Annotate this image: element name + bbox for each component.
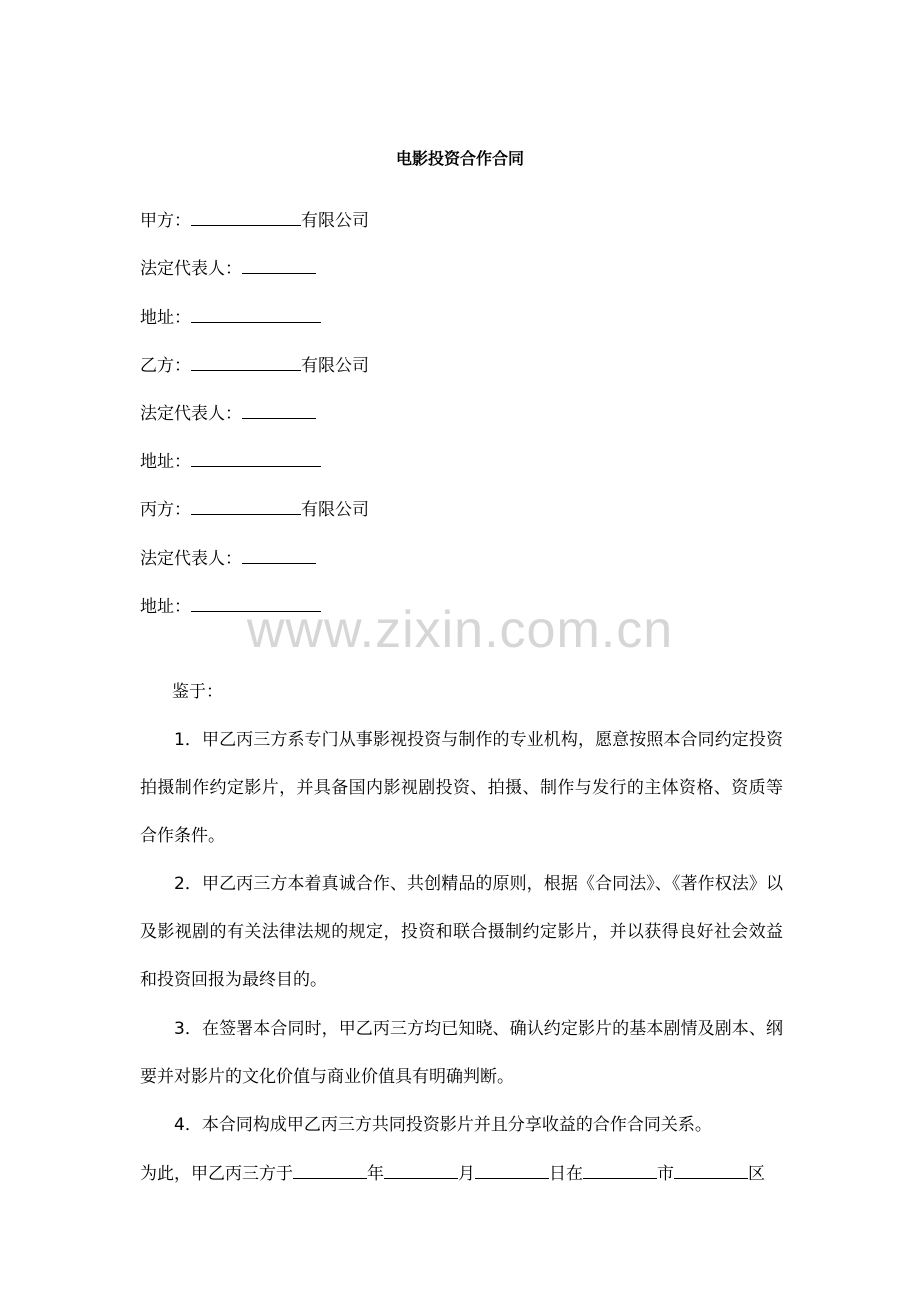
- party-b-address-label: 地址：: [140, 452, 191, 472]
- year-label: 年: [367, 1164, 384, 1184]
- district-label: 区: [748, 1164, 765, 1184]
- party-b-line: [140, 354, 369, 378]
- party-c-representative-line: [140, 547, 316, 571]
- party-b-name-blank[interactable]: [191, 354, 301, 371]
- month-label: 月: [458, 1164, 475, 1184]
- party-a-representative-line: [140, 257, 316, 281]
- signing-date-place-line: [140, 1162, 765, 1186]
- day-blank[interactable]: [475, 1162, 549, 1179]
- party-c-suffix: 有限公司: [301, 500, 369, 520]
- watermark: www.zixin.com.cn: [246, 601, 674, 659]
- day-label: 日在: [549, 1164, 583, 1184]
- party-a-line: [140, 209, 369, 233]
- party-b-address-blank[interactable]: [191, 450, 321, 467]
- party-c-address-label: 地址：: [140, 597, 191, 617]
- party-a-address-blank[interactable]: [191, 306, 321, 323]
- clause-4: 4．本合同构成甲乙丙三方共同投资影片并且分享收益的合作合同关系。: [174, 1115, 712, 1135]
- city-label: 市: [657, 1164, 674, 1184]
- party-c-line: [140, 498, 369, 522]
- party-b-suffix: 有限公司: [301, 356, 369, 376]
- document-title: 电影投资合作合同: [395, 149, 524, 168]
- party-a-address-line: [140, 306, 321, 330]
- district-blank[interactable]: [674, 1162, 748, 1179]
- party-b-address-line: [140, 450, 321, 474]
- party-b-representative-blank[interactable]: [242, 402, 316, 419]
- year-blank[interactable]: [293, 1162, 367, 1179]
- party-b-label: 乙方：: [140, 356, 191, 376]
- party-c-representative-blank[interactable]: [242, 547, 316, 564]
- clause-2: 2．甲乙丙三方本着真诚合作、共创精品的原则，根据《合同法》、《著作权法》以及影视剧的有关法律法规的规定，投资和联合摄制约定影片，并以获得良好社会效益和投资回报为最终目的。: [140, 874, 783, 990]
- month-blank[interactable]: [384, 1162, 458, 1179]
- party-b-representative-line: [140, 402, 316, 426]
- party-a-representative-blank[interactable]: [242, 257, 316, 274]
- party-a-label: 甲方：: [140, 211, 191, 231]
- clause-1: 1．甲乙丙三方系专门从事影视投资与制作的专业机构，愿意按照本合同约定投资拍摄制作约定影片，并具备国内影视剧投资、拍摄、制作与发行的主体资格、资质等合作条件。: [140, 730, 783, 846]
- party-c-name-blank[interactable]: [191, 498, 301, 515]
- clause-3: 3．在签署本合同时，甲乙丙三方均已知晓、确认约定影片的基本剧情及剧本、纲要并对影片的文化价值与商业价值具有明确判断。: [140, 1019, 783, 1087]
- party-a-representative-label: 法定代表人：: [140, 259, 242, 279]
- party-a-name-blank[interactable]: [191, 209, 301, 226]
- party-a-address-label: 地址：: [140, 308, 191, 328]
- city-blank[interactable]: [583, 1162, 657, 1179]
- party-b-representative-label: 法定代表人：: [140, 404, 242, 424]
- final-line-prefix: 为此，甲乙丙三方于: [140, 1164, 293, 1184]
- whereas-heading: 鉴于：: [172, 682, 223, 702]
- party-c-representative-label: 法定代表人：: [140, 549, 242, 569]
- party-a-suffix: 有限公司: [301, 211, 369, 231]
- party-c-label: 丙方：: [140, 500, 191, 520]
